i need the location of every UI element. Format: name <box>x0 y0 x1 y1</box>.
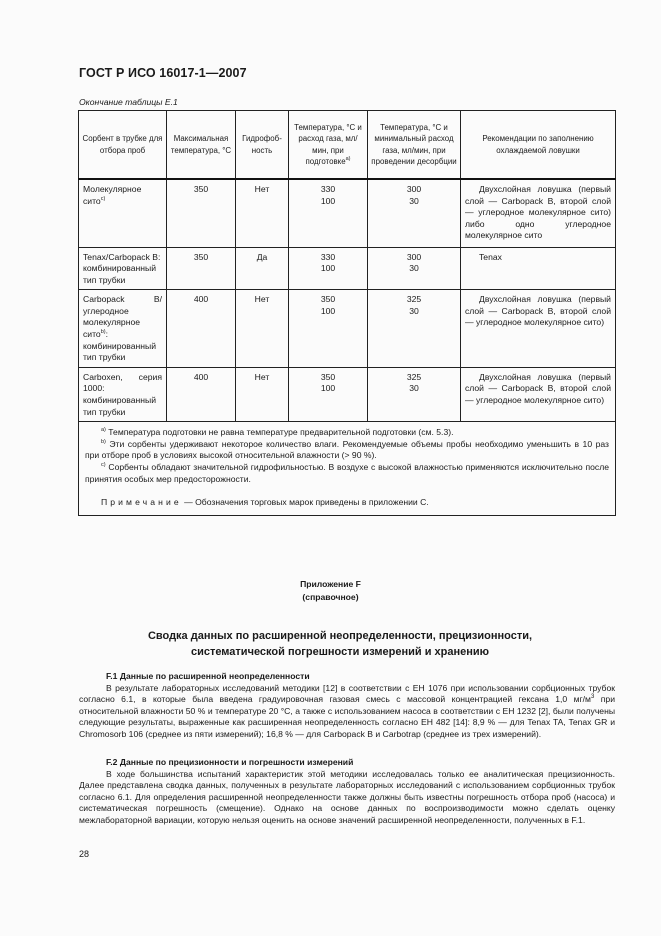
section-paragraph <box>79 683 615 741</box>
table-header-row <box>79 111 616 180</box>
cell-desorb <box>368 290 461 368</box>
table-footnotes-row <box>79 422 616 516</box>
cell-prep <box>289 179 368 247</box>
appendix-title <box>120 628 560 660</box>
section-heading: F.1 Данные по расширенной неопределенности <box>106 671 310 681</box>
desorb-temp: 300 <box>406 251 422 262</box>
desorb-flow: 30 <box>409 305 419 316</box>
column-header-hydrophobicity <box>236 111 289 180</box>
cell-hydrophobic: Нет <box>236 179 289 247</box>
appendix-title-line: Сводка данных по расширенной неопределенности, прецизионности, <box>147 630 533 642</box>
table-row <box>79 247 616 290</box>
cell-sorbent <box>79 290 167 368</box>
cell-recommendation <box>461 290 616 368</box>
appendix-type: (справочное) <box>302 592 359 602</box>
cell-hydrophobic: Да <box>236 247 289 290</box>
prep-temp: 350 <box>320 371 336 382</box>
desorb-flow: 30 <box>409 263 419 274</box>
desorb-flow: 30 <box>409 195 419 206</box>
footnote-text: Эти сорбенты удерживают некоторое количество влаги. Рекомендуемые объемы пробы необходимо уменьшить в 10 раз при отборе проб в условиях высокой относительной влажности (> 90 %). <box>85 438 609 461</box>
table-row <box>79 367 616 421</box>
footnote-c <box>85 462 609 485</box>
footnote-marker: a) <box>101 427 106 434</box>
sorbent-table <box>78 110 616 516</box>
appendix-label: Приложение F <box>300 579 361 589</box>
desorb-temp: 325 <box>406 294 422 305</box>
column-header-sorbent <box>79 111 167 180</box>
sorbent-name: Tenax/Carbopack B: комбинированный тип трубки <box>83 251 161 285</box>
column-header-text: Температура, °С и расход газа, мл/мин, при подготовке <box>294 123 362 166</box>
note-text: — Обозначения торговых марок приведены в приложении С. <box>181 497 429 508</box>
column-header-text: Рекомендации по заполнению охлаждаемой ловушки <box>482 134 594 155</box>
recommendation-text: Двухслойная ловушка (первый слой — Carbopack B, второй слой — углеродное молекулярное сито) либо одно углеродное молекулярное сито <box>465 184 611 241</box>
column-header-recommendation <box>461 111 616 180</box>
footnote-marker: b) <box>101 438 106 445</box>
cell-sorbent <box>79 179 167 247</box>
footnote-marker: a) <box>345 155 351 162</box>
cell-max-temp: 400 <box>167 367 236 421</box>
desorb-temp: 300 <box>406 184 422 194</box>
paragraph-text: В результате лабораторных исследований методики [12] в соответствии с ЕН 1076 при использовании сорбционных трубок согласно 6.1, в которые была введена градуировочная газовая смесь с массовой концентрацией гексана 1,0 мг/м <box>79 682 615 705</box>
cell-recommendation <box>461 179 616 247</box>
prep-flow: 100 <box>320 305 336 316</box>
sorbent-table-container <box>78 110 615 516</box>
recommendation-text: Двухслойная ловушка (первый слой — Carbopack B, второй слой — углеродное молекулярное сито) <box>465 294 611 328</box>
cell-max-temp: 350 <box>167 247 236 290</box>
cell-max-temp: 400 <box>167 290 236 368</box>
column-header-desorb-temp <box>368 111 461 180</box>
cell-max-temp: 350 <box>167 179 236 247</box>
footnote-marker: b) <box>100 329 106 336</box>
cell-prep <box>289 290 368 368</box>
sorbent-name: Carboxen, серия 1000: комбинированный тип трубки <box>83 371 162 417</box>
column-header-max-temp <box>167 111 236 180</box>
cell-desorb <box>368 367 461 421</box>
desorb-temp: 325 <box>406 371 422 382</box>
desorb-flow: 30 <box>409 383 419 394</box>
table-row <box>79 179 616 247</box>
cell-recommendation <box>461 367 616 421</box>
column-header-text: Максимальная температура, °С <box>170 134 232 155</box>
cell-prep <box>289 247 368 290</box>
prep-temp: 330 <box>320 251 336 262</box>
cell-desorb <box>368 247 461 290</box>
prep-flow: 100 <box>320 195 336 206</box>
table-note <box>85 497 609 509</box>
footnote-marker: c) <box>101 462 106 468</box>
column-header-text: Гидрофоб-ность <box>242 134 282 155</box>
prep-flow: 100 <box>320 263 336 274</box>
section-heading: F.2 Данные по прецизионности и погрешности измерений <box>106 757 354 767</box>
prep-flow: 100 <box>320 383 336 394</box>
cell-desorb <box>368 179 461 247</box>
table-caption: Окончание таблицы Е.1 <box>79 97 178 107</box>
section-paragraph <box>79 769 615 827</box>
cell-sorbent <box>79 367 167 421</box>
footnote-a <box>85 427 609 439</box>
table-footnotes <box>79 422 616 516</box>
paragraph-text: при относительной влажности 50 % и температуре 20 °С, а также с использованием насоса в соответствии с ЕН 1232 [2], были получены следующие результаты, выраженные как расширенная неопределенность согласно ЕН 482 [14]: 8,9 % — для Tenax TA, Tenax GR и Chromosorb 106 (среднее из пяти измерений); 16,8 % — для Carbopack B и Carbotrap (среднее из трех измерений). <box>79 694 615 739</box>
sorbent-name: Carbopack B/углеродное молекулярное сито <box>83 294 162 340</box>
section-f1 <box>79 671 615 741</box>
column-header-text: Сорбент в трубке для отбора проб <box>82 134 163 155</box>
recommendation-text: Двухслойная ловушка (первый слой — Carbopack B, второй слой — углеродное молекулярное сито) <box>465 371 611 406</box>
page-number: 28 <box>79 849 90 859</box>
note-label: Примечание <box>101 497 182 508</box>
recommendation-text: Tenax <box>479 251 502 262</box>
sorbent-name-tail: : комбинированный тип трубки <box>83 329 156 363</box>
footnote-text: Сорбенты обладают значительной гидрофильностью. В воздухе с высокой влажностью применяются исключительно после принятия особых мер предосторожности. <box>85 462 609 484</box>
appendix-title-line: систематической погрешности измерений и хранению <box>190 646 490 658</box>
appendix-heading <box>0 578 661 604</box>
cell-sorbent <box>79 247 167 290</box>
footnote-marker: c) <box>100 195 106 202</box>
paragraph-text: В ходе большинства испытаний характеристик этой методики исследовалась только ее аналитическая прецизионность. Далее представлена сводка данных, полученных в результате лабораторных исследований с использованием сорбционных трубок согласно 6.1. Для определения расширенной неопределенности также должны быть известны погрешность отбора проб (насоса) и систематическая погрешность (смещение). Однако на основе данных по воспроизводимости можно сделать оценку межлабораторной вариации, которую нельзя оценить на основе значений расширенной неопределенности, полученных в F.1. <box>79 768 615 825</box>
cell-hydrophobic: Нет <box>236 367 289 421</box>
column-header-prep-temp <box>289 111 368 180</box>
document-header: ГОСТ Р ИСО 16017-1—2007 <box>79 66 247 80</box>
prep-temp: 350 <box>320 294 336 305</box>
section-f2 <box>79 757 615 827</box>
footnote-b <box>85 439 609 462</box>
sorbent-name: Молекулярное сито <box>83 184 142 206</box>
column-header-text: Температура, °С и минимальный расход газа, мл/мин, при проведении десорбции <box>371 123 457 166</box>
cell-recommendation <box>461 247 616 290</box>
cell-prep <box>289 367 368 421</box>
prep-temp: 330 <box>320 184 336 194</box>
table-row <box>79 290 616 368</box>
footnote-text: Температура подготовки не равна температуре предварительной подготовки (см. 5.3). <box>108 427 454 438</box>
cell-hydrophobic: Нет <box>236 290 289 368</box>
superscript: 3 <box>590 694 595 701</box>
